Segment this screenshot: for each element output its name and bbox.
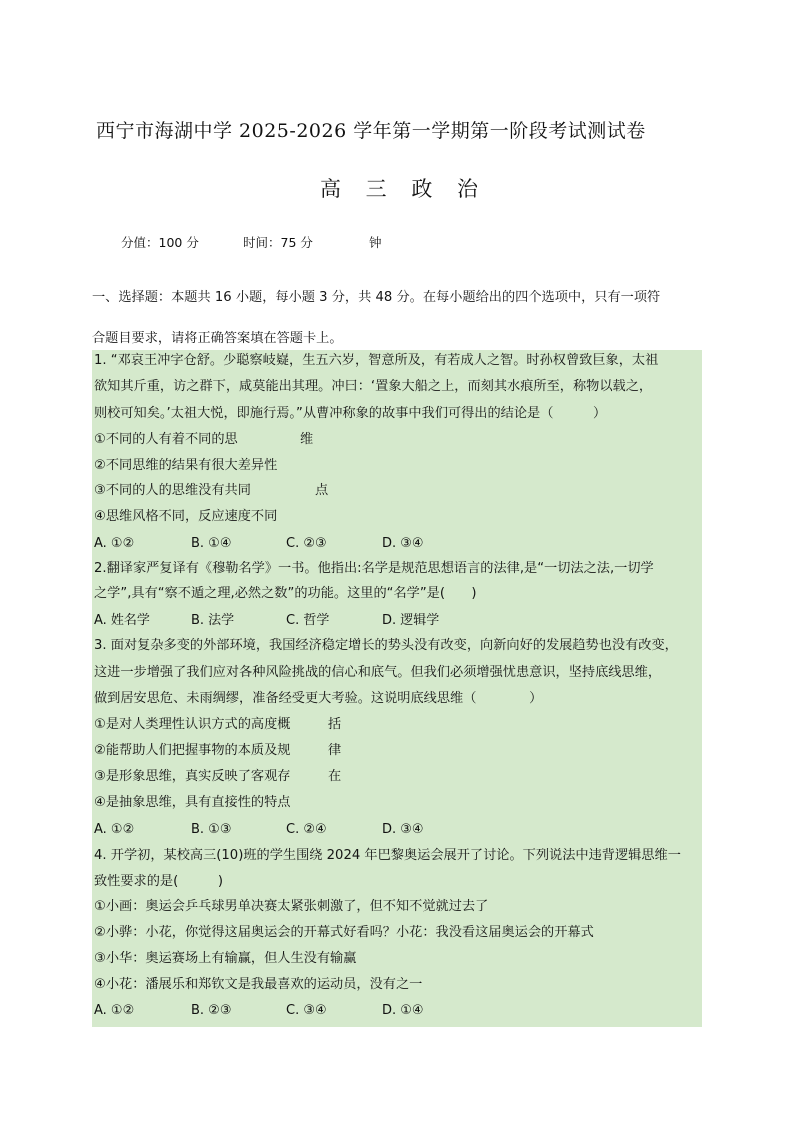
q4-option-2: ②小骅：小花，你觉得这届奥运会的开幕式好看吗？小花：我没看这届奥运会的开幕式: [94, 925, 594, 940]
q2-choice-c: C. 哲学: [286, 613, 330, 628]
q3-choice-a: A. ①②: [94, 822, 135, 837]
q4-option-1: ①小画：奥运会乒乓球男单决赛太紧张刺激了，但不知不觉就过去了: [94, 899, 489, 914]
q1-option-1-tail: 维: [300, 432, 314, 447]
time-label: 时间：75 分: [243, 235, 313, 250]
q3-option-2-tail: 律: [328, 743, 342, 758]
q1-option-4: ④思维风格不同，反应速度不同: [94, 509, 278, 524]
q4-choice-a: A. ①②: [94, 1003, 135, 1018]
q3-stem-line-2: 这进一步增强了我们应对各种风险挑战的信心和底气。但我们必须增强忧患意识，坚持底线思维，: [94, 665, 662, 680]
score-label: 分值：100 分: [121, 235, 199, 250]
q1-stem-line-2: 欲知其斤重，访之群下，咸莫能出其理。冲曰：‘置象大船之上，而刻其水痕所至，称物以载之，: [94, 379, 653, 394]
q1-choice-d: D. ③④: [382, 536, 424, 551]
q1-choice-a: A. ①②: [94, 536, 135, 551]
q4-choice-c: C. ③④: [286, 1003, 327, 1018]
q3-choice-c: C. ②④: [286, 822, 327, 837]
q4-option-3: ③小华：奥运赛场上有输赢，但人生没有输赢: [94, 951, 357, 966]
q1-option-2: ②不同思维的结果有很大差异性: [94, 458, 278, 473]
q1-choice-b: B. ①④: [191, 536, 232, 551]
q1-option-3: ③不同的人的思维没有共同: [94, 483, 251, 498]
q1-option-3-tail: 点: [315, 483, 329, 498]
section-instructions: [92, 287, 704, 350]
q3-option-3-tail: 在: [328, 769, 342, 784]
q3-option-1-tail: 括: [328, 717, 342, 732]
q1-option-1: ①不同的人有着不同的思: [94, 432, 238, 447]
q3-option-2: ②能帮助人们把握事物的本质及规: [94, 743, 291, 758]
q3-option-3: ③是形象思维，真实反映了客观存: [94, 769, 291, 784]
instructions-line-1: 一、选择题：本题共 16 小题，每小题 3 分，共 48 分。在每小题给出的四个选项中，只有一项符: [92, 290, 661, 305]
exam-title: 西宁市海湖中学 2025-2026 学年第一学期第一阶段考试测试卷: [96, 120, 646, 142]
instructions-line-2: 合题目要求，请将正确答案填在答题卡上。: [92, 331, 343, 346]
q4-option-4: ④小花：潘展乐和郑钦文是我最喜欢的运动员，没有之一: [94, 977, 423, 992]
q2-choice-d: D. 逻辑学: [382, 613, 440, 628]
subject-heading: 高 三 政 治: [319, 177, 488, 201]
q4-stem-line-1: 4. 开学初，某校高三(10)班的学生围绕 2024 年巴黎奥运会展开了讨论。下列说法中违背逻辑思维一: [94, 848, 681, 863]
q3-stem-line-1: 3. 面对复杂多变的外部环境，我国经济稳定增长的势头没有改变，向新向好的发展趋势也没有改变，: [94, 638, 678, 653]
q4-stem-line-2: 致性要求的是( ): [94, 874, 223, 889]
q2-stem-line-1: 2.翻译家严复译有《穆勒名学》一书。他指出:名学是规范思想语言的法律,是“一切法之法,一切学: [94, 561, 654, 576]
q4-choice-b: B. ②③: [191, 1003, 232, 1018]
q3-option-1: ①是对人类理性认识方式的高度概: [94, 717, 291, 732]
q1-stem-line-1: 1. “邓哀王冲字仓舒。少聪察岐嶷，生五六岁，智意所及，有若成人之智。时孙权曾致巨象，太祖: [94, 353, 659, 368]
time-unit-label: 钟: [369, 235, 382, 250]
q2-stem-line-2: 之学”,具有“察不遁之理,必然之数”的功能。这里的“名学”是( ): [94, 586, 477, 601]
q1-stem-line-3: 则校可知矣。’太祖大悦，即施行焉。”从曹冲称象的故事中我们可得出的结论是（ ）: [94, 406, 607, 421]
q3-stem-line-3: 做到居安思危、未雨绸缪，准备经受更大考验。这说明底线思维（ ）: [94, 691, 543, 706]
q2-choice-b: B. 法学: [191, 613, 235, 628]
q4-choice-d: D. ①④: [382, 1003, 424, 1018]
q3-option-4: ④是抽象思维，具有直接性的特点: [94, 795, 291, 810]
q3-choice-b: B. ①③: [191, 822, 232, 837]
q3-choice-d: D. ③④: [382, 822, 424, 837]
q2-choice-a: A. 姓名学: [94, 613, 150, 628]
q1-choice-c: C. ②③: [286, 536, 327, 551]
